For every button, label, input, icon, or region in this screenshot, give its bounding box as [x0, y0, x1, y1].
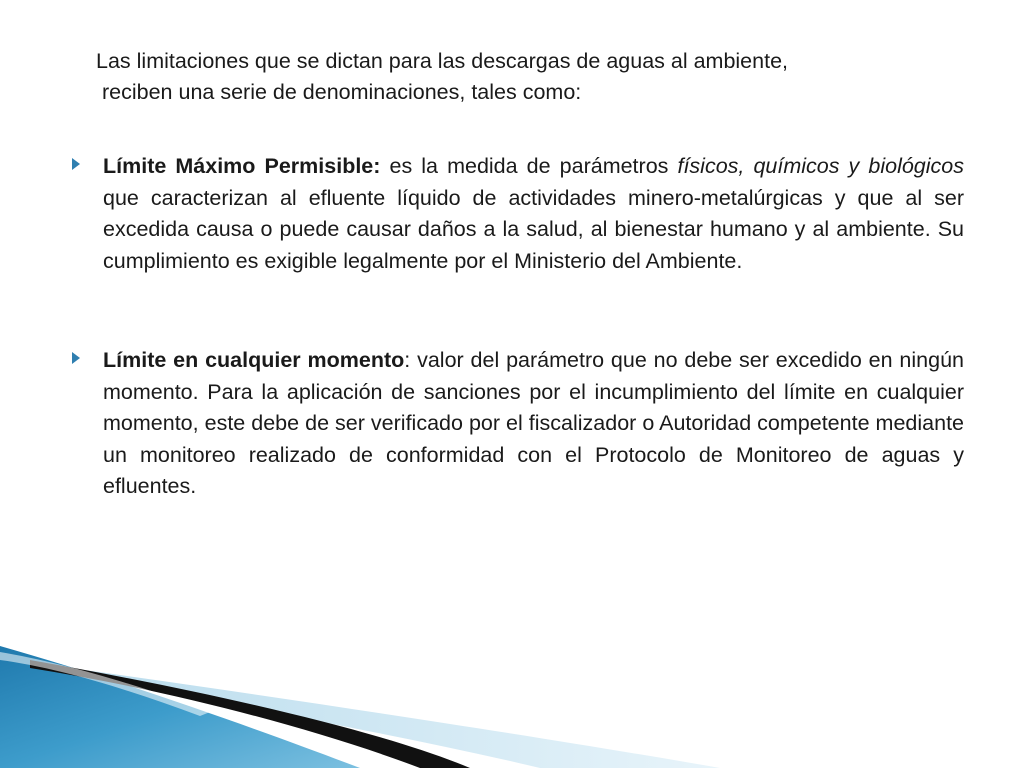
- intro-line-2: reciben una serie de denominaciones, tales como:: [102, 80, 582, 104]
- bullet-term: Límite Máximo Permisible:: [103, 154, 381, 178]
- intro-line-1: Las limitaciones que se dictan para las descargas de aguas al ambiente,: [96, 49, 788, 73]
- bullet-text-part: es la medida de parámetros: [380, 154, 678, 178]
- bullet-text-part: que caracterizan al efluente líquido de actividades minero-metalúrgicas y que al ser excedida causa o puede causar daños a la salud, al bienestar humano y al ambiente. Su cumplimiento es exigible legalmente por el Ministerio del Ambiente.: [103, 185, 964, 273]
- bullet-text-part: : valor del parámetro que no debe ser excedido en ningún momento. Para la aplicación de sanciones por el incumplimiento del límite en cualquier momento, este debe de ser verificado por el fiscalizador o Autoridad competente mediante un monitoreo realizado de conformidad con el Protocolo de Monitoreo de aguas y efluentes.: [103, 348, 964, 498]
- bullet-italic-text: físicos, químicos y biológicos: [677, 154, 964, 178]
- bullet-term: Límite en cualquier momento: [103, 348, 405, 372]
